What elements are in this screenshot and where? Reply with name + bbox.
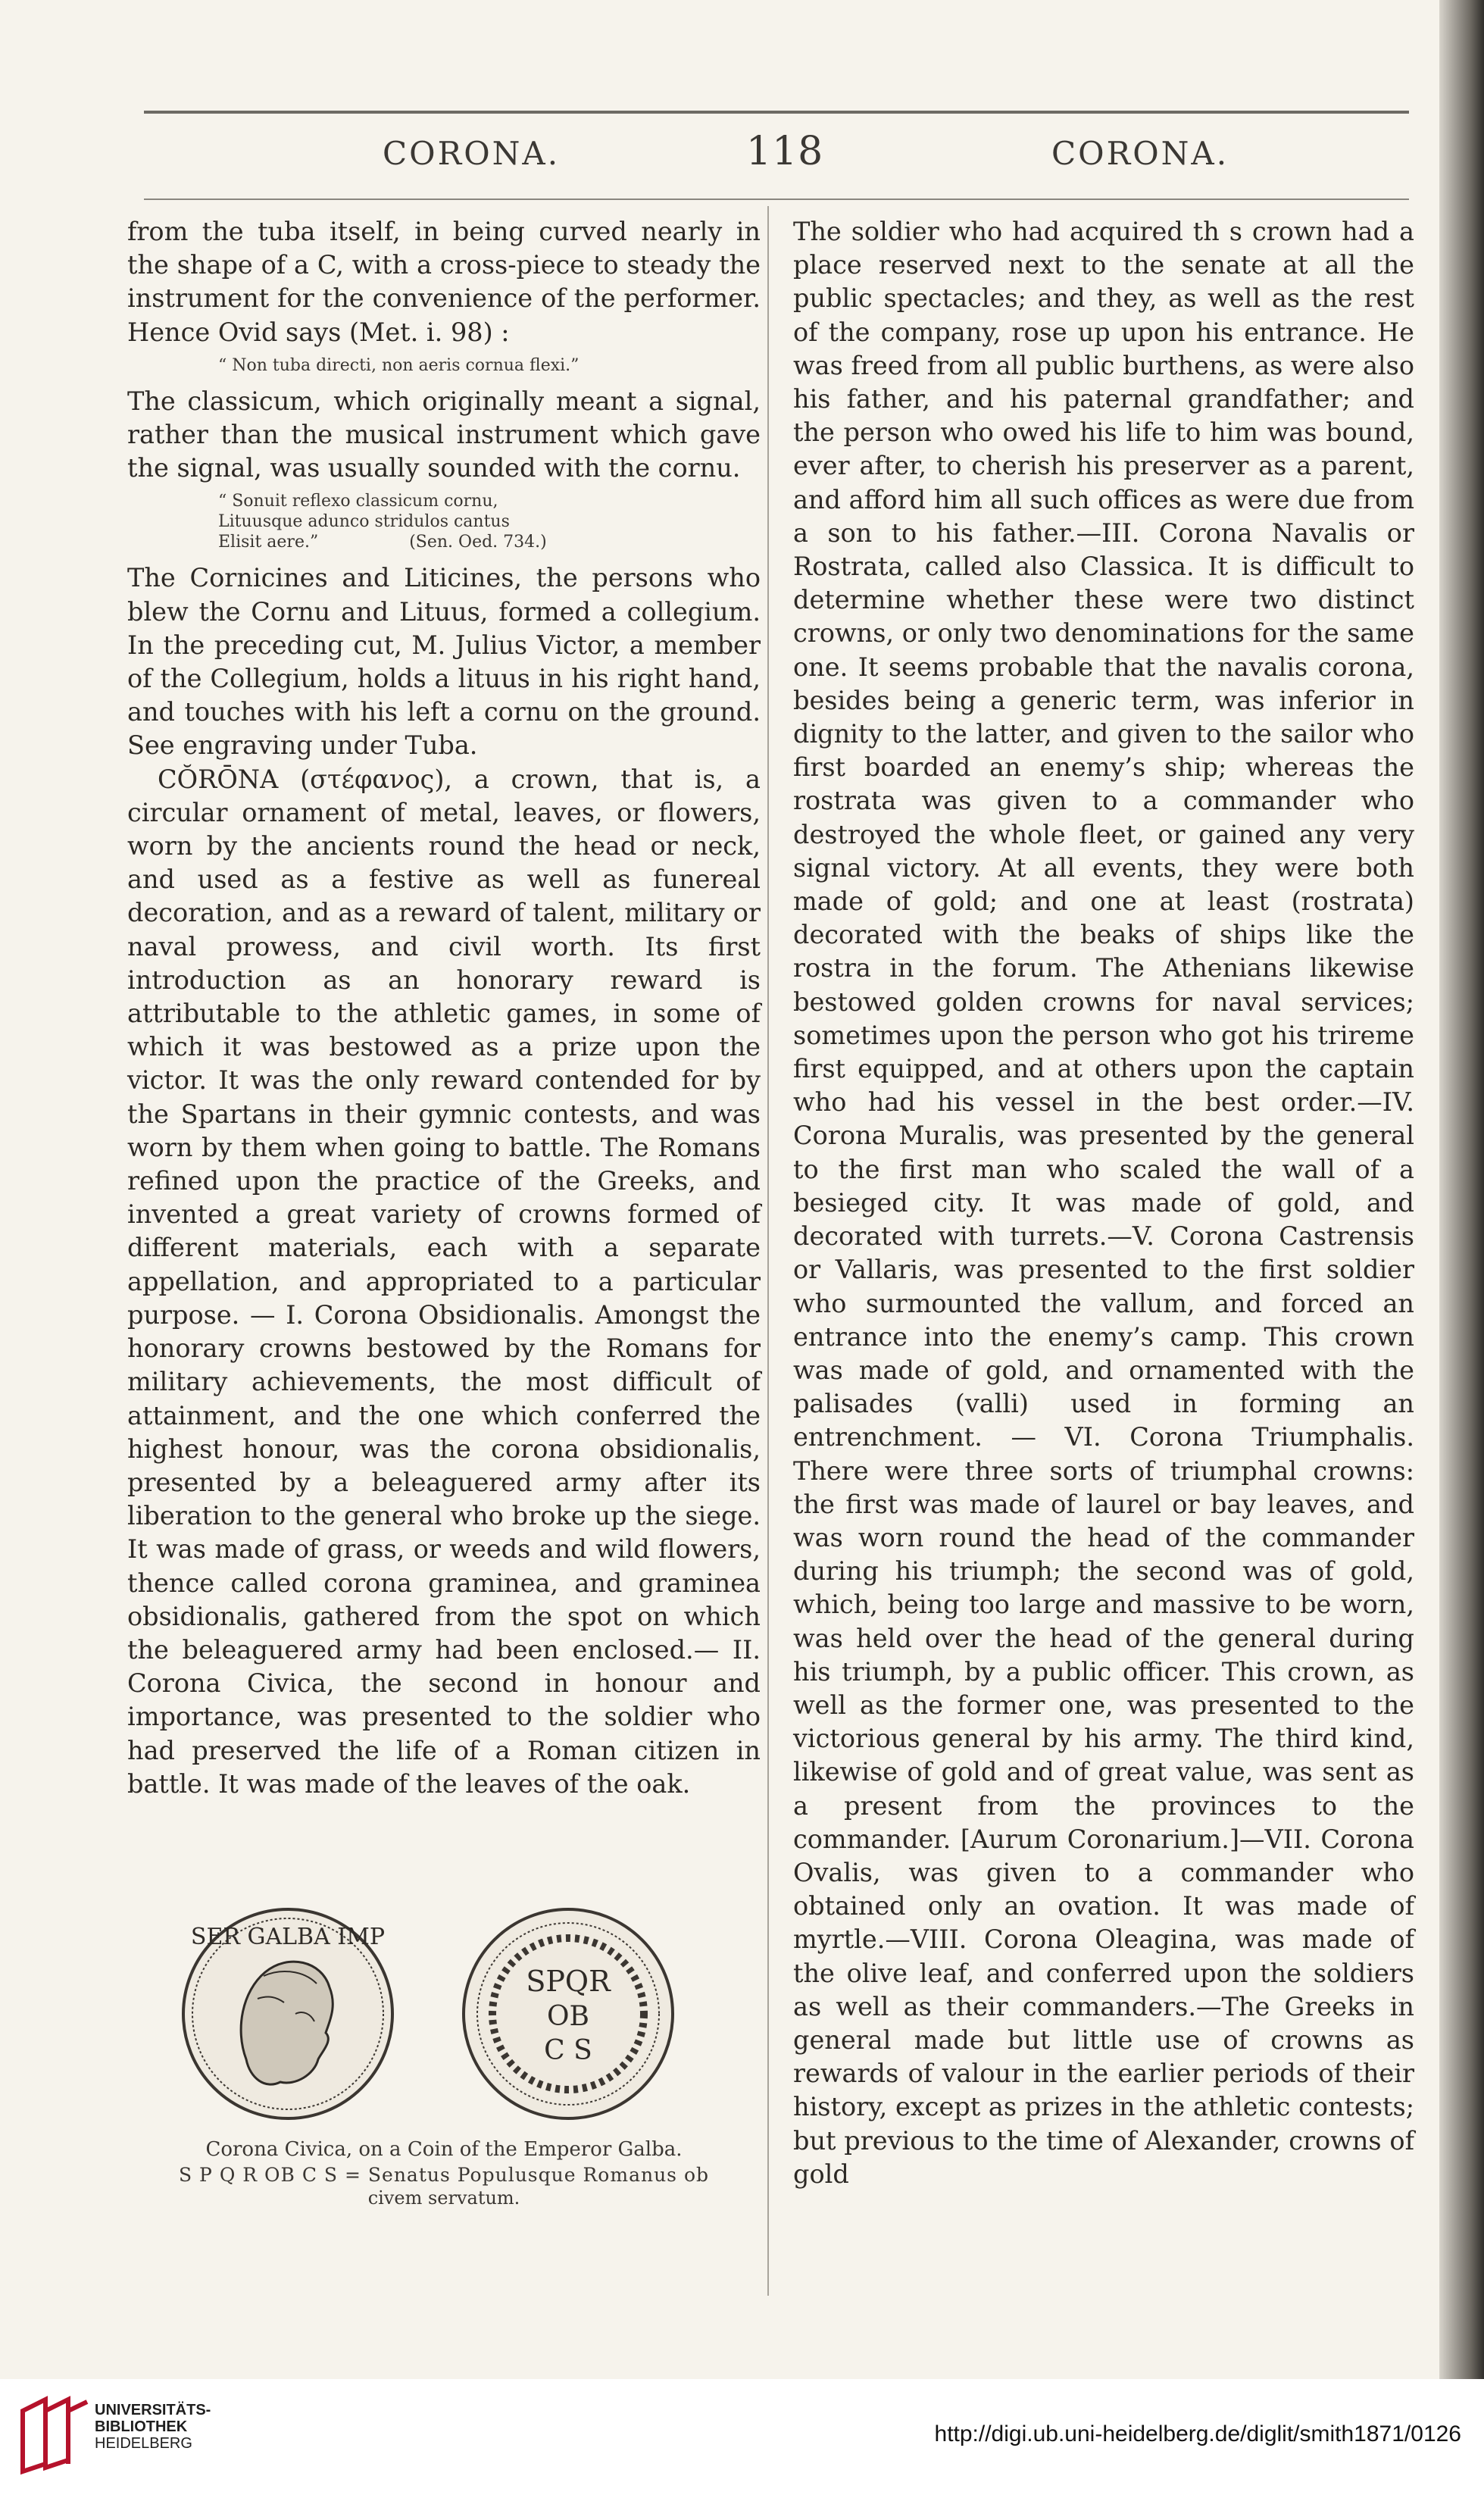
- coin-illustration: [174, 1900, 750, 2128]
- library-name-line-3: HEIDELBERG: [95, 2435, 192, 2452]
- library-logo-icon: [15, 2396, 91, 2479]
- header-top-rule: [144, 111, 1409, 114]
- left-paragraph-corona: CŎRŌNA (στέφανος), a crown, that is, a circular ornament of metal, leaves, or flowers, worn by the ancients round the head or neck, and used as a festive as well as funereal decoration, and as a reward of talent, military or naval prowess, and civil worth. Its first introduction as an honorary reward is attributable to the athletic games, in some of which it was bestowed as a prize upon the victor. It was the only reward contended for by the Spartans in their gymnic contests, and was worn by them when going to battle. The Romans refined upon the practice of the Greeks, and invented a great variety of crowns formed of different materials, each with a separate appellation, and appropriated to a particular purpose. — I. Corona Obsidionalis. Amongst the honorary crowns bestowed by the Romans for military achievements, the most difficult of attainment, and the one which conferred the highest honour, was the corona obsidionalis, presented by a beleaguered army after its liberation to the general who broke up the siege. It was made of grass, or weeds and wild flowers, thence called corona graminea, and graminea obsidionalis, gathered from the spot on which the beleaguered army had been enclosed.— II. Corona Civica, the second in honour and importance, was presented to the soldier who had preserved the life of a Roman citizen in battle. It was made of the leaves of the oak.: [127, 764, 761, 1799]
- column-separator: [767, 206, 769, 2296]
- running-head-left: CORONA.: [383, 135, 561, 172]
- seneca-quote-line-1: “ Sonuit reflexo classicum cornu,: [218, 492, 498, 511]
- left-paragraph-1: from the tuba itself, in being curved nearly in the shape of a C, with a cross-piece to steady the instrument for the convenience of the performer. Hence Ovid says (Met. i. 98) :: [127, 217, 761, 347]
- coin-obverse: [183, 1909, 392, 2118]
- seneca-quote-line-3-text: Elisit aere.”: [218, 533, 319, 552]
- ovid-quote: “ Non tuba directi, non aeris cornua flexi.”: [218, 355, 580, 375]
- library-name-line-2: BIBLIOTHEK: [95, 2418, 188, 2435]
- source-url[interactable]: http://digi.ub.uni-heidelberg.de/diglit/smith1871/0126: [934, 2421, 1461, 2446]
- figure-caption-legend: S P Q R OB C S = Senatus Populusque Romanus ob: [178, 2164, 710, 2186]
- figure-caption: Corona Civica, on a Coin of the Emperor Galba.: [205, 2138, 683, 2161]
- right-column: [793, 215, 1414, 2191]
- library-name-line-1: UNIVERSITÄTS-: [95, 2402, 211, 2418]
- coin-reverse-ob: OB: [547, 2001, 589, 2032]
- left-paragraph-3: The Cornicines and Liticines, the persons who blew the Cornu and Lituus, formed a collegium. In the preceding cut, M. Julius Victor, a member of the Collegium, holds a lituus in his right hand, and touches with his left a cornu on the ground. See engraving under Tuba.: [127, 563, 761, 761]
- right-paragraph-1: The soldier who had acquired th s crown had a place reserved next to the senate at all the public spectacles; and they, as well as the rest of the company, rose up upon his entrance. He was freed from all public burthens, as were also his father, and his paternal grandfather; and the person who owed his life to him was bound, ever after, to cherish his preserver as a parent, and afford him all such offices as were due from a son to his father.—III. Corona Navalis or Rostrata, called also Classica. It is difficult to determine whether these were two distinct crowns, or only two denominations for the same one. It seems probable that the navalis corona, besides being a generic term, was inferior in dignity to the latter, and given to the sailor who first boarded an enemy’s ship; whereas the rostrata was given to a commander who destroyed the whole fleet, or gained any very signal victory. At all events, they were both made of gold; and one at least (rostrata) decorated with the beaks of ships like the rostra in the forum. The Athenians likewise bestowed golden crowns for naval services; sometimes upon the person who got his trireme first equipped, and at others upon the captain who had his vessel in the best order.—IV. Corona Muralis, was presented by the general to the first man who scaled the wall of a besieged city. It was made of gold, and decorated with turrets.—V. Corona Castrensis or Vallaris, was presented to the first soldier who surmounted the vallum, and forced an entrance into the enemy’s camp. This crown was made of gold, and ornamented with the palisades (valli) used in forming an entrenchment. — VI. Corona Triumphalis. There were three sorts of triumphal crowns: the first was made of laurel or bay leaves, and was worn round the head of the commander during his triumph; the second was of gold, which, being too large and massive to be worn, was held over the head of the general during his triumph, by a public officer. This crown, as well as the former one, was presented to the victorious general by his army. The third kind, likewise of gold and of great value, was sent as a present from the provinces to the commander. [Aurum Coronarium.]—VII. Corona Ovalis, was given to a commander who obtained only an ovation. It was made of myrtle.—VIII. Corona Oleagina, was made of the olive leaf, and conferred upon the soldiers as well as their commanders.—The Greeks in general made but little use of crowns as rewards of valour in the earlier periods of their history, except as prizes in the athletic contests; but previous to the time of Alexander, crowns of gold: [793, 217, 1414, 2189]
- page-number: 118: [746, 129, 824, 174]
- seneca-quote-line-3: [218, 532, 761, 552]
- running-head-right: CORONA.: [1051, 135, 1229, 172]
- coin-reverse: [464, 1909, 673, 2118]
- header-bottom-rule: [144, 199, 1409, 200]
- figure-caption-legend-cont: civem servatum.: [367, 2187, 520, 2209]
- left-paragraph-2: The classicum, which originally meant a signal, rather than the musical instrument which gave the signal, was usually sounded with the cornu.: [127, 386, 761, 483]
- seneca-quote: [127, 491, 761, 552]
- seneca-quote-line-2: Lituusque adunco stridulos cantus: [218, 512, 510, 532]
- seneca-quote-source: (Sen. Oed. 734.): [409, 533, 547, 552]
- library-logo-text: [95, 2402, 211, 2452]
- coin-obverse-legend: SER GALBA IMP: [190, 1924, 386, 1950]
- left-column: [127, 215, 761, 1801]
- coin-reverse-spqr: SPQR: [526, 1965, 611, 1998]
- page-edge-shadow: [1439, 0, 1484, 2379]
- coin-reverse-cs: C S: [544, 2035, 592, 2066]
